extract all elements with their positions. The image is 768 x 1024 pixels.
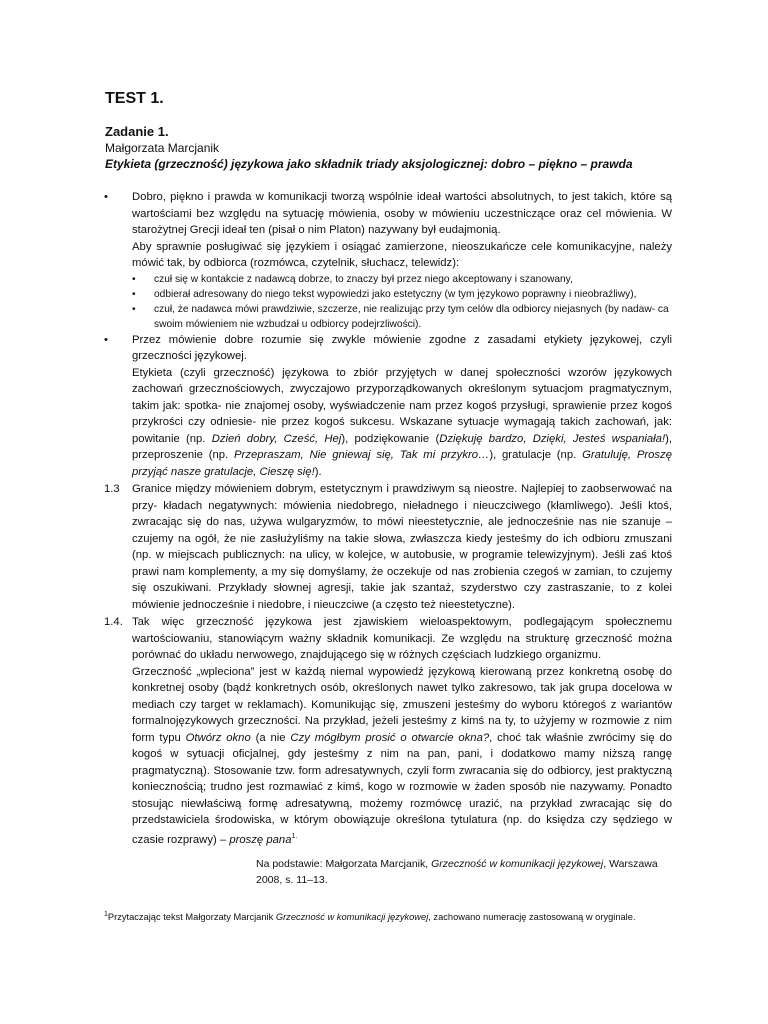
- paragraph-text: Przez mówienie dobre rozumie się zwykle mówienie zgodne z zasadami etykiety językowej, czyli grzeczności językowej.: [132, 333, 672, 362]
- section-1-3: [104, 481, 672, 613]
- citation-book-title: Grzeczność w komunikacji językowej: [431, 858, 604, 870]
- bullet-paragraph-1: [104, 189, 672, 239]
- footnote-number: 1: [104, 911, 108, 918]
- footnote-marker: 1.: [291, 832, 298, 840]
- example-congratulations: Gratuluję, Proszę przyjąć nasze gratulacje, Cieszę się!: [132, 449, 672, 478]
- paragraph-text: ).: [314, 465, 322, 478]
- sub-bullet-text: czuł, że nadawca mówi prawdziwie, szczerze, nie realizując przy tym celów dla odbiorcy niejasnych (by nadaw- ca swoim mówieniem nie wzbudzał u odbiorcy podejrzliwości).: [154, 303, 669, 330]
- subtitle: Etykieta (grzeczność) językowa jako składnik triady aksjologicznej: dobro – piękno – prawda: [105, 157, 633, 171]
- paragraph-text: , choć tak właśnie zwrócimy się do kogoś w sytuacji oficjalnej, gdy jesteśmy z nim na pan, pani, i dodatkowo mamy niższą rangę pragmatyczną). Stosowanie tzw. form adresatywnych, czyli form zwracania się do odbiorcy, jest praktyczną koniecznością; trudno jest rozmawiać z kimś, kogo w rozmowie w żaden sposób nie nazywamy. Ponadto stosując niewłaściwą formę adresatywną, możemy rozmówcę urazić, na przykład zwracając się do przedstawiciela środowiska, w którym obowiązuje określona tytulatura (np. do księdza czy sędziego w czasie rozprawy) –: [132, 731, 673, 846]
- paragraph-text: Dobro, piękno i prawda w komunikacji tworzą wspólnie ideał wartości absolutnych, to jest takich, które są wartościami bez względu na sytuację mówienia, osoby w mówieniu uczestniczące oraz cel mówienia. W starożytnej Grecji ideał ten (pisał o nim Platon) nazywany był eudajmonią.: [132, 191, 672, 236]
- author: Małgorzata Marcjanik: [105, 141, 220, 155]
- paragraph-text: ), gratulacje (np.: [489, 449, 577, 461]
- section-1-4-continuation: [104, 664, 672, 848]
- example-formal: Czy mógłbym prosić o otwarcie okna?: [290, 731, 490, 744]
- sub-bullet-text: czuł się w kontakcie z nadawcą dobrze, to znaczy był przez niego akceptowany i szanowany,: [154, 273, 573, 285]
- bullet-icon: •: [104, 191, 108, 203]
- paragraph-text: Etykieta (czyli grzeczność) językowa to zbiór przyjętych w danej społeczności wzorów językowych zachowań grzecznościowych, zwyczajowo przyporządkowanych określonym sytuacjom pragmatycznym, takim jak: spotka- nie znajomej osoby, wyświadczenie nam przez kogoś przysługi, sprawienie przez kogoś przykrości czy odniesie- nie przez kogoś sukcesu. Wskazane sytuacje wymagają takich zachowań, jak: powitanie (np.: [132, 366, 672, 445]
- sub-bullet-icon: •: [132, 273, 136, 285]
- sub-bullet-1: [104, 272, 672, 287]
- section-number: 1.3: [104, 483, 120, 495]
- footnote-text: Przytaczając tekst Małgorzaty Marcjanik: [107, 912, 274, 923]
- example-greeting: Dzień dobry, Cześć, Hej: [211, 432, 342, 445]
- paragraph-text: ), podziękowanie (: [341, 432, 440, 445]
- section-number: 1.4.: [104, 616, 123, 628]
- citation-text: Na podstawie: Małgorzata Marcjanik,: [256, 858, 429, 870]
- main-content: [104, 189, 672, 848]
- example-informal: Otwórz okno: [185, 731, 251, 744]
- section-1-4: [104, 614, 672, 664]
- sub-bullet-icon: •: [132, 288, 136, 300]
- paragraph-text: Tak więc grzeczność językowa jest zjawiskiem wieloaspektowym, podlegającym społecznemu wartościowaniu, stanowiącym ważny składnik komunikacji. Ze względu na strukturę grzeczność można porównać do układu nerwowego, znajdującego się w różnych częściach ludzkiego organizmu.: [132, 616, 672, 661]
- paragraph-text: (a nie: [255, 731, 286, 744]
- footnote: [104, 908, 664, 924]
- paragraph-continuation: [104, 239, 672, 272]
- paragraph-text: ), przeproszenie (np.: [132, 432, 673, 461]
- example-address-form: proszę pana: [229, 833, 292, 846]
- etiquette-definition: [104, 365, 672, 481]
- sub-bullet-text: odbierał adresowany do niego tekst wypowiedzi jako estetyczny (w tym językowo poprawny i nieobraźliwy),: [154, 288, 637, 300]
- example-apology: Przepraszam, Nie gniewaj się, Tak mi przykro…: [234, 449, 490, 461]
- task-title: Zadanie 1.: [105, 124, 169, 139]
- footnote-book-title: Grzeczność w komunikacji językowej: [275, 912, 429, 923]
- source-citation: [256, 856, 686, 888]
- example-thanks: Dziękuję bardzo, Dzięki, Jesteś wspaniała!: [439, 432, 666, 445]
- bullet-icon: •: [104, 333, 108, 346]
- paragraph-text: Grzeczność „wpleciona” jest w każdą niemal wypowiedź językową kierowaną przez konkretną osobę do konkretnej osoby (bądź konkretnych osób, określonych nawet tylko zakresowo, tak jak grupa docelowa w mediach czy target w reklamach). Komunikując się, zmuszeni jesteśmy do wyboru któregoś z wariantów formalnojęzykowych grzeczności. Na przykład, jeżeli jesteśmy z kimś na ty, to użyjemy w rozmowie z nim form typu: [132, 665, 672, 744]
- sub-bullet-3: [104, 302, 672, 332]
- citation-text: , Warszawa 2008, s. 11–13.: [256, 858, 658, 886]
- sub-bullet-2: [104, 287, 672, 302]
- sub-bullet-icon: •: [132, 303, 136, 315]
- test-title: TEST 1.: [105, 90, 164, 107]
- paragraph-text: Granice między mówieniem dobrym, estetycznym i prawdziwym są nieostre. Najlepiej to zaobserwować na przy- kładach negatywnych: mówienia niedobrego, nieładnego i nieuczciwego (kłamliwego). Jeśli ktoś, zwracając się do nas, używa wulgaryzmów, to mówi nieestetycznie, ale jednocześnie nas nie szanuje – czujemy na ogół, że nie zasłużyliśmy na takie słowa, zwłaszcza kiedy jesteśmy do ich odbioru zmuszani (np. w miejscach publicznych: na ulicy, w kolejce, w autobusie, w programie telewizyjnym). Jeśli zaś ktoś prawi nam komplementy, a my się domyślamy, że oczekuje od nas zrobienia czegoś w zamian, to czujemy się oszukiwani. Przykłady słownej agresji, takie jak szantaż, szyderstwo czy zastraszanie, to z kolei mówienie jednocześnie i niedobre, i nieuczciwe (a często też nieestetyczne).: [132, 483, 672, 611]
- bullet-paragraph-2: [104, 332, 672, 365]
- paragraph-text: Aby sprawnie posługiwać się językiem i osiągać zamierzone, nieoszukańcze cele komunikacyjne, należy mówić tak, by odbiorca (rozmówca, czytelnik, słuchacz, telewidz):: [132, 240, 672, 269]
- footnote-text: , zachowano numerację zastosowaną w oryginale.: [428, 912, 636, 923]
